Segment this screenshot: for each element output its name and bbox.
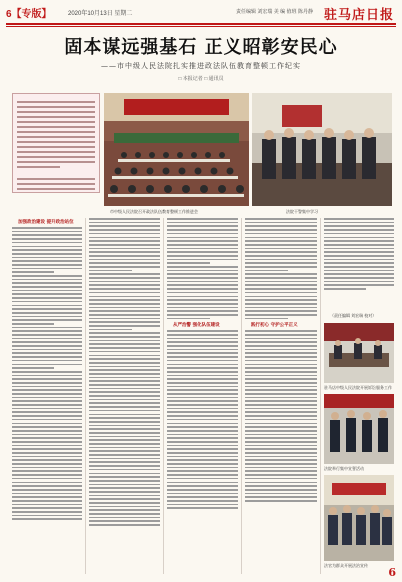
page-number: 6: [388, 566, 396, 579]
subtitle: ——市中级人民法院扎实推进政法队伍教育整顿工作纪实: [101, 62, 301, 70]
header-rule: [6, 23, 396, 25]
photo-caption-4: 法院举行集中宣誓活动: [324, 466, 364, 471]
column-rule: [320, 218, 321, 574]
section-heading-1: 加强政治建设 提升政治站位: [18, 220, 74, 225]
section-heading-3: 践行初心 守护公平正义: [251, 323, 298, 329]
byline: □ 本报记者 □ 通讯员: [178, 76, 224, 82]
masthead: 驻马店日报: [323, 8, 394, 23]
photo-caption-2: 法院干警集中学习: [286, 209, 318, 214]
section-heading-2: 从严治警 强化队伍建设: [173, 323, 220, 329]
photo-meeting: [104, 93, 249, 206]
column-rule: [241, 218, 242, 574]
text-column-4: [245, 216, 317, 576]
closing-note: （责任编辑 刘宏瑞 校对）: [330, 313, 377, 318]
photo-service: [324, 323, 394, 383]
text-column-1: [12, 216, 82, 576]
lead-paragraph-box: [12, 93, 100, 193]
header-rule-thin: [6, 26, 396, 27]
column-rule: [163, 218, 164, 574]
headline: 固本谋远强基石 正义昭彰安民心: [64, 37, 338, 58]
photo-outreach: [324, 475, 394, 561]
text-column-2: [89, 216, 160, 576]
photo-oath: [324, 394, 394, 464]
page-label: 6【专版】: [6, 9, 52, 20]
text-column-5: [324, 216, 394, 312]
column-rule: [85, 218, 86, 574]
photo-caption-5: 法官为群众开展法治宣传: [324, 563, 368, 568]
photo-study: [252, 93, 392, 206]
text-column-3: [167, 216, 238, 576]
editor-line: 责任编辑 刘宏瑞 美 编 值班 陈丹静: [236, 9, 313, 15]
photo-caption-1: 市中级人民法院召开政法队伍教育整顿工作推进会: [110, 209, 198, 214]
date-line: 2020年10月13日 星期二: [68, 11, 133, 17]
photo-caption-3: 驻马店中级人民法院开展诉讼服务工作: [324, 385, 392, 390]
page-header: [6, 5, 396, 22]
